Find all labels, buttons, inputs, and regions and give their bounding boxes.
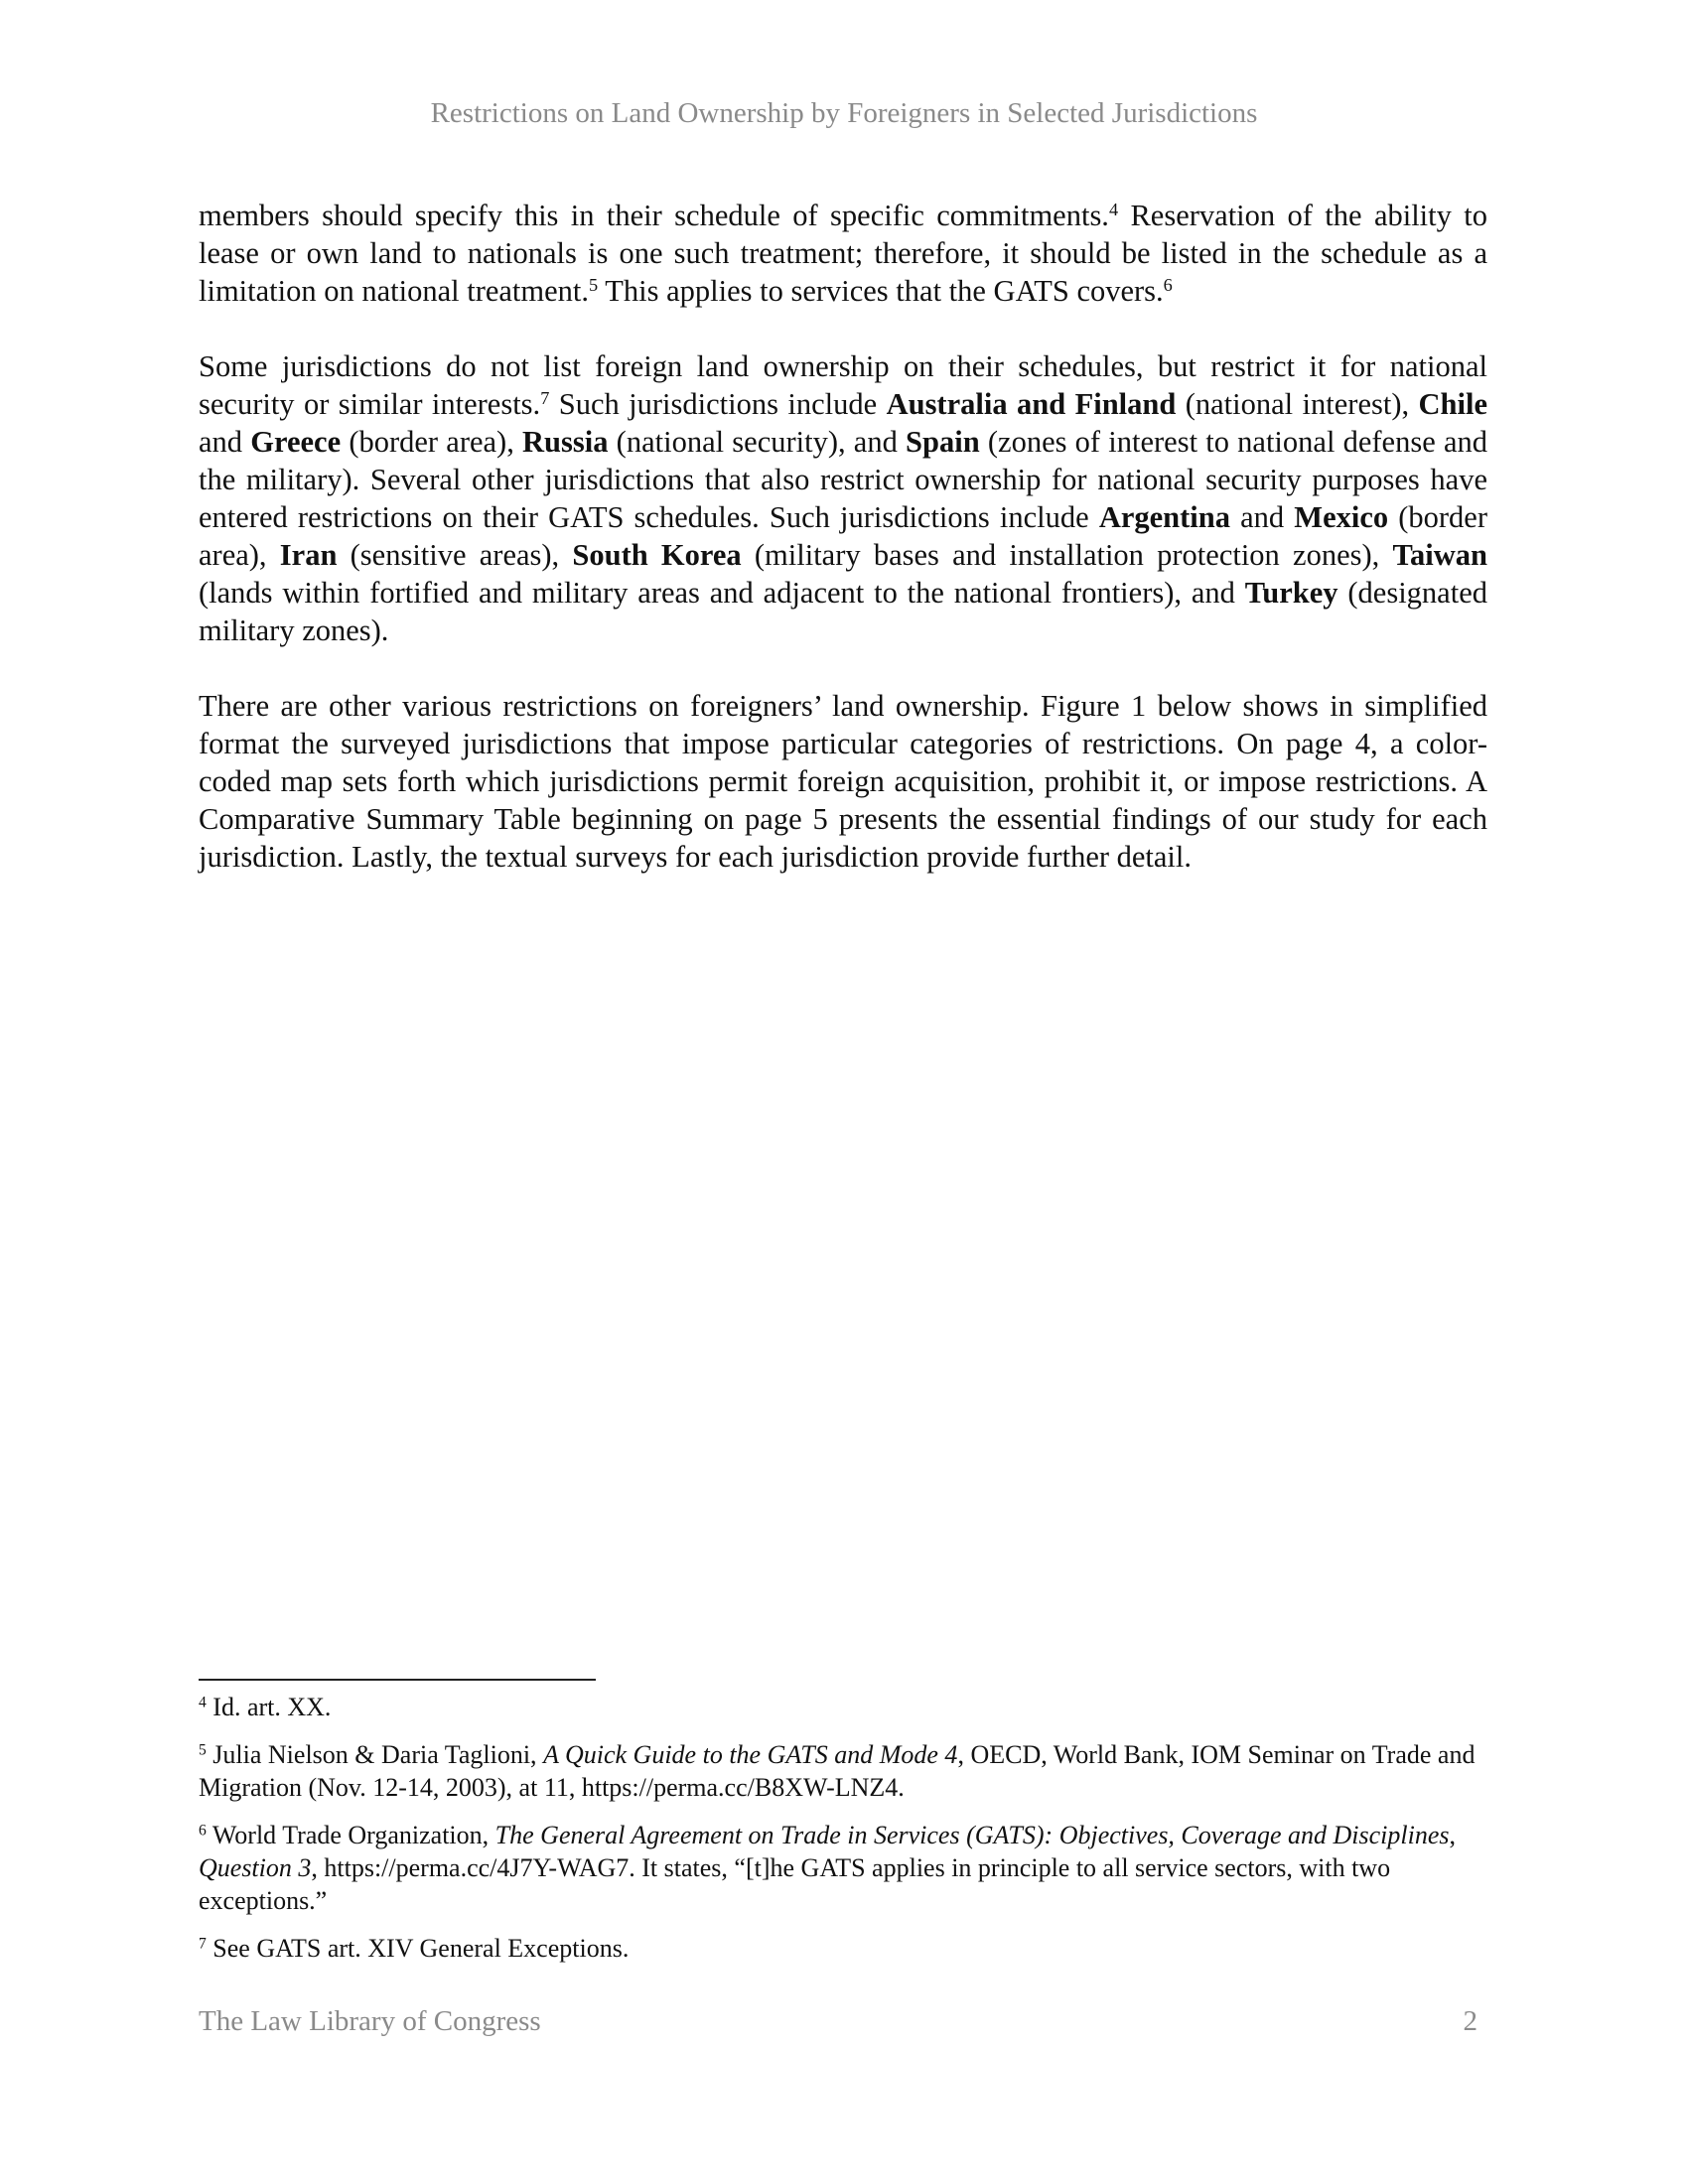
text-run: There are other various restrictions on foreigners’ land ownership. Figure 1 below shows in simplified format the surveyed jurisdictions that impose particular categories of restrictions. On page 4, a color-coded map sets forth which jurisdictions permit foreign acquisition, prohibit it, or impose restrictions. A Comparative Summary Table beginning on page 5 presents the essential findings of our study for each jurisdiction. Lastly, the textual surveys for each jurisdiction provide further detail.	[199, 689, 1487, 874]
bold-jurisdiction: Greece	[250, 425, 342, 459]
text-run: and	[1229, 500, 1295, 534]
footnote-number: 6	[199, 1822, 207, 1840]
footnote	[199, 1819, 1487, 1917]
text-run: (lands within fortified and military areas and adjacent to the national frontiers), and	[199, 576, 1245, 610]
footnotes	[199, 1691, 1487, 1979]
text-run: (border area),	[199, 500, 1488, 572]
footnote	[199, 1738, 1487, 1804]
bold-jurisdiction: Argentina	[1098, 500, 1230, 534]
text-run: members should specify this in their schedule of specific commitments.	[199, 199, 1109, 232]
italic-title: The General Agreement on Trade in Services (GATS): Objectives, Coverage and Disciplines	[494, 1821, 1450, 1849]
footnote-ref: 4	[1108, 199, 1119, 219]
body-text	[199, 197, 1487, 913]
footnote-ref: 5	[589, 274, 599, 295]
text-run: (zones of interest to national defense and the military). Several other jurisdictions that also restrict ownership for national security purposes have entered restrictions on their GATS schedules. Such jurisdictions include	[199, 425, 1487, 534]
footnote-number: 5	[199, 1741, 207, 1759]
text-run: See GATS art. XIV General Exceptions.	[206, 1934, 630, 1963]
running-header: Restrictions on Land Ownership by Foreigners in Selected Jurisdictions	[430, 97, 1258, 129]
footnote-ref: 7	[540, 387, 550, 408]
footnote-number: 7	[199, 1935, 207, 1953]
italic-title: Question 3	[199, 1853, 312, 1882]
text-run: (national interest),	[1176, 387, 1419, 421]
text-run: Such jurisdictions include	[549, 387, 887, 421]
text-run: and	[199, 425, 251, 459]
text-run: (military bases and installation protection zones),	[741, 538, 1393, 572]
footnote	[199, 1691, 1487, 1723]
bold-jurisdiction: Russia	[522, 425, 609, 459]
text-run: (sensitive areas),	[337, 538, 573, 572]
bold-jurisdiction: Iran	[279, 538, 338, 572]
bold-jurisdiction: Spain	[906, 425, 980, 459]
text-run: , https://perma.cc/4J7Y-WAG7. It states, “[t]he GATS applies in principle to all service sectors, with two exceptions.”	[199, 1853, 1391, 1915]
bold-jurisdiction: Australia and Finland	[886, 387, 1177, 421]
text-run: This applies to services that the GATS covers.	[598, 274, 1164, 308]
bold-jurisdiction: Turkey	[1244, 576, 1338, 610]
body-paragraph	[199, 347, 1487, 649]
text-run: Id. art. XX.	[206, 1693, 332, 1721]
italic-title: A Quick Guide to the GATS and Mode 4	[543, 1740, 958, 1769]
text-run: , OECD, World Bank, IOM Seminar on Trade and Migration (Nov. 12-14, 2003), at 11, https://perma.cc/B8XW-LNZ4.	[199, 1740, 1476, 1802]
footnote-separator	[199, 1679, 596, 1681]
bold-jurisdiction: Taiwan	[1392, 538, 1487, 572]
footnote-ref: 6	[1163, 274, 1173, 295]
footnote-number: 4	[199, 1694, 207, 1711]
page-number: 2	[1463, 2005, 1477, 2037]
footnote	[199, 1932, 1487, 1965]
text-run: (national security), and	[608, 425, 907, 459]
running-footer	[199, 2005, 1487, 2038]
text-run: ,	[1449, 1821, 1457, 1849]
text-run: Julia Nielson & Daria Taglioni,	[206, 1740, 544, 1769]
bold-jurisdiction: Mexico	[1294, 500, 1389, 534]
body-paragraph	[199, 687, 1487, 876]
text-run: (designated military zones).	[199, 576, 1487, 647]
bold-jurisdiction: South Korea	[572, 538, 742, 572]
body-paragraph	[199, 197, 1487, 310]
text-run: World Trade Organization,	[206, 1821, 495, 1849]
text-run: Reservation of the ability to lease or own land to nationals is one such treatment; therefore, it should be listed in the schedule as a limitation on national treatment.	[199, 199, 1487, 308]
text-run: Some jurisdictions do not list foreign land ownership on their schedules, but restrict it for national security or similar interests.	[199, 349, 1487, 421]
footer-publisher: The Law Library of Congress	[199, 2005, 541, 2037]
text-run: (border area),	[341, 425, 523, 459]
bold-jurisdiction: Chile	[1418, 387, 1488, 421]
